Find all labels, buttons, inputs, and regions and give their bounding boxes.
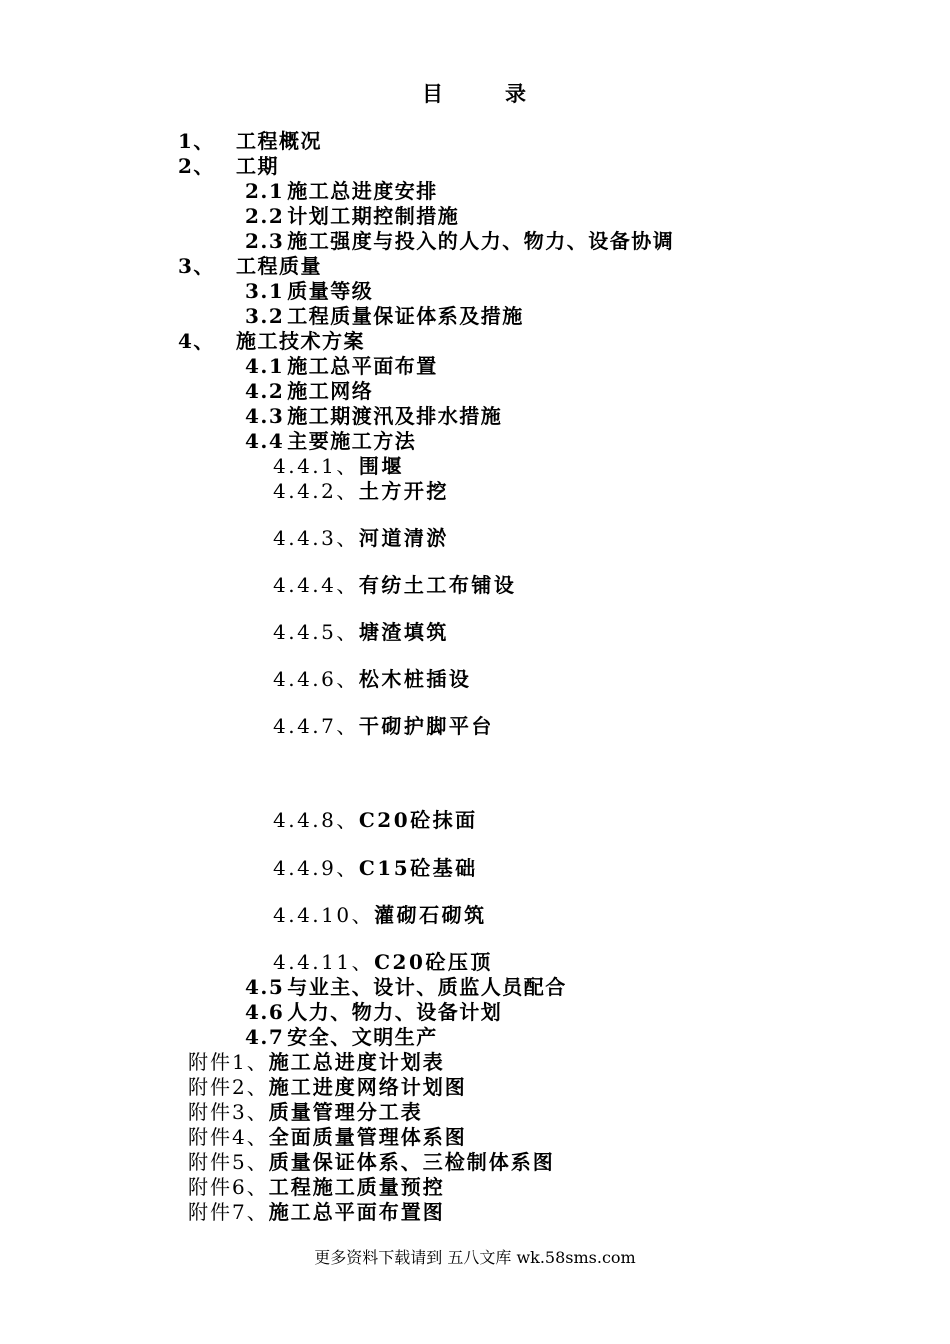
toc-text: 施工总进度计划表 bbox=[268, 1050, 445, 1074]
toc-num: 4.1 bbox=[245, 354, 285, 378]
toc-text: 质量保证体系、三检制体系图 bbox=[268, 1150, 555, 1174]
toc-num: 2.1 bbox=[245, 179, 285, 203]
toc-item-1[interactable] bbox=[178, 128, 322, 154]
toc-appendix-4[interactable] bbox=[188, 1124, 467, 1150]
toc-num: 附件6、 bbox=[188, 1175, 269, 1199]
toc-item-4-4-11[interactable] bbox=[273, 949, 493, 975]
toc-item-3-2[interactable] bbox=[245, 303, 524, 329]
toc-appendix-2[interactable] bbox=[188, 1074, 467, 1100]
toc-num: 3.1 bbox=[245, 279, 285, 303]
toc-item-4-1[interactable] bbox=[245, 353, 438, 379]
toc-text: 质量等级 bbox=[287, 279, 374, 303]
toc-num: 3、 bbox=[178, 254, 215, 278]
toc-text: 工程质量 bbox=[236, 254, 322, 278]
toc-appendix-6[interactable] bbox=[188, 1174, 445, 1200]
toc-text: 施工强度与投入的人力、物力、设备协调 bbox=[287, 229, 675, 253]
toc-item-2-2[interactable] bbox=[245, 203, 459, 229]
toc-item-4-4-1[interactable] bbox=[273, 453, 404, 479]
toc-num: 4.7 bbox=[245, 1025, 285, 1049]
toc-item-4-4[interactable] bbox=[245, 428, 416, 454]
toc-num: 附件5、 bbox=[188, 1150, 269, 1174]
toc-num: 4.4.5、 bbox=[273, 620, 359, 644]
toc-text: 主要施工方法 bbox=[287, 429, 417, 453]
toc-num: 4.4.2、 bbox=[273, 479, 359, 503]
toc-num: 4.3 bbox=[245, 404, 285, 428]
toc-num: 2.3 bbox=[245, 229, 285, 253]
toc-text: 施工技术方案 bbox=[236, 329, 365, 353]
toc-item-4-4-5[interactable] bbox=[273, 619, 449, 645]
toc-text: 计划工期控制措施 bbox=[287, 204, 460, 228]
toc-num: 4.2 bbox=[245, 379, 285, 403]
toc-item-2[interactable] bbox=[178, 153, 279, 179]
toc-text: 施工网络 bbox=[287, 379, 374, 403]
toc-item-4-2[interactable] bbox=[245, 378, 373, 404]
toc-text: 工程施工质量预控 bbox=[268, 1175, 445, 1199]
toc-num: 1、 bbox=[178, 129, 215, 153]
toc-item-2-1[interactable] bbox=[245, 178, 438, 204]
toc-text: 工期 bbox=[236, 154, 279, 178]
toc-appendix-5[interactable] bbox=[188, 1149, 555, 1175]
toc-item-4-4-10[interactable] bbox=[273, 902, 487, 928]
toc-num: 4.4.8、 bbox=[273, 808, 359, 832]
toc-item-3-1[interactable] bbox=[245, 278, 373, 304]
toc-num: 4.4.9、 bbox=[273, 856, 359, 880]
page-title bbox=[422, 78, 526, 108]
toc-num: 附件2、 bbox=[188, 1075, 269, 1099]
toc-num: 4.5 bbox=[245, 975, 285, 999]
toc-num: 4.4 bbox=[245, 429, 285, 453]
toc-num: 4.4.4、 bbox=[273, 573, 359, 597]
toc-item-4[interactable] bbox=[178, 328, 365, 354]
toc-text: 河道清淤 bbox=[358, 526, 449, 550]
toc-text: 松木桩插设 bbox=[358, 667, 472, 691]
toc-appendix-7[interactable] bbox=[188, 1199, 445, 1225]
toc-num: 附件4、 bbox=[188, 1125, 269, 1149]
toc-text: 施工期渡汛及排水措施 bbox=[287, 404, 503, 428]
toc-num: 2、 bbox=[178, 154, 215, 178]
toc-num: 4.4.7、 bbox=[273, 714, 359, 738]
toc-text: C15砼基础 bbox=[358, 856, 478, 880]
toc-num: 附件3、 bbox=[188, 1100, 269, 1124]
toc-item-4-3[interactable] bbox=[245, 403, 502, 429]
toc-text: 塘渣填筑 bbox=[358, 620, 449, 644]
toc-appendix-3[interactable] bbox=[188, 1099, 423, 1125]
toc-item-3[interactable] bbox=[178, 253, 322, 279]
toc-text: 施工总平面布置 bbox=[287, 354, 438, 378]
toc-num: 3.2 bbox=[245, 304, 285, 328]
toc-text: 工程质量保证体系及措施 bbox=[287, 304, 524, 328]
toc-num: 4.4.6、 bbox=[273, 667, 359, 691]
toc-appendix-1[interactable] bbox=[188, 1049, 445, 1075]
toc-text: 全面质量管理体系图 bbox=[268, 1125, 467, 1149]
toc-item-4-4-7[interactable] bbox=[273, 713, 494, 739]
toc-num: 4、 bbox=[178, 329, 215, 353]
toc-item-4-4-8[interactable] bbox=[273, 807, 478, 833]
toc-item-4-5[interactable] bbox=[245, 974, 567, 1000]
toc-num: 附件7、 bbox=[188, 1200, 269, 1224]
toc-text: 与业主、设计、质监人员配合 bbox=[287, 975, 567, 999]
toc-num: 2.2 bbox=[245, 204, 285, 228]
footer-link[interactable]: 更多资料下载请到 五八文库 wk.58sms.com bbox=[314, 1248, 636, 1267]
toc-text: 干砌护脚平台 bbox=[358, 714, 494, 738]
toc-item-4-4-3[interactable] bbox=[273, 525, 449, 551]
toc-text: 施工总平面布置图 bbox=[268, 1200, 445, 1224]
toc-text: 人力、物力、设备计划 bbox=[287, 1000, 503, 1024]
toc-item-2-3[interactable] bbox=[245, 228, 674, 254]
toc-item-4-4-2[interactable] bbox=[273, 478, 449, 504]
toc-text: C20砼压顶 bbox=[374, 950, 493, 974]
toc-text: 施工总进度安排 bbox=[287, 179, 438, 203]
toc-text: 灌砌石砌筑 bbox=[374, 903, 487, 927]
toc-text: 工程概况 bbox=[236, 129, 322, 153]
toc-text: 施工进度网络计划图 bbox=[268, 1075, 467, 1099]
toc-text: C20砼抹面 bbox=[358, 808, 478, 832]
toc-num: 4.4.11、 bbox=[273, 950, 375, 974]
toc-text: 有纺土工布铺设 bbox=[358, 573, 517, 597]
title-left: 目 bbox=[422, 81, 443, 106]
toc-item-4-7[interactable] bbox=[245, 1024, 438, 1050]
toc-num: 4.4.3、 bbox=[273, 526, 359, 550]
title-right: 录 bbox=[505, 81, 526, 106]
toc-item-4-4-4[interactable] bbox=[273, 572, 516, 598]
toc-text: 围堰 bbox=[358, 454, 404, 478]
toc-num: 附件1、 bbox=[188, 1050, 269, 1074]
toc-num: 4.4.10、 bbox=[273, 903, 375, 927]
toc-text: 土方开挖 bbox=[358, 479, 449, 503]
toc-item-4-6[interactable] bbox=[245, 999, 502, 1025]
toc-item-4-4-6[interactable] bbox=[273, 666, 471, 692]
toc-text: 质量管理分工表 bbox=[268, 1100, 423, 1124]
toc-text: 安全、文明生产 bbox=[287, 1025, 438, 1049]
toc-item-4-4-9[interactable] bbox=[273, 855, 478, 881]
toc-num: 4.4.1、 bbox=[273, 454, 359, 478]
toc-num: 4.6 bbox=[245, 1000, 285, 1024]
